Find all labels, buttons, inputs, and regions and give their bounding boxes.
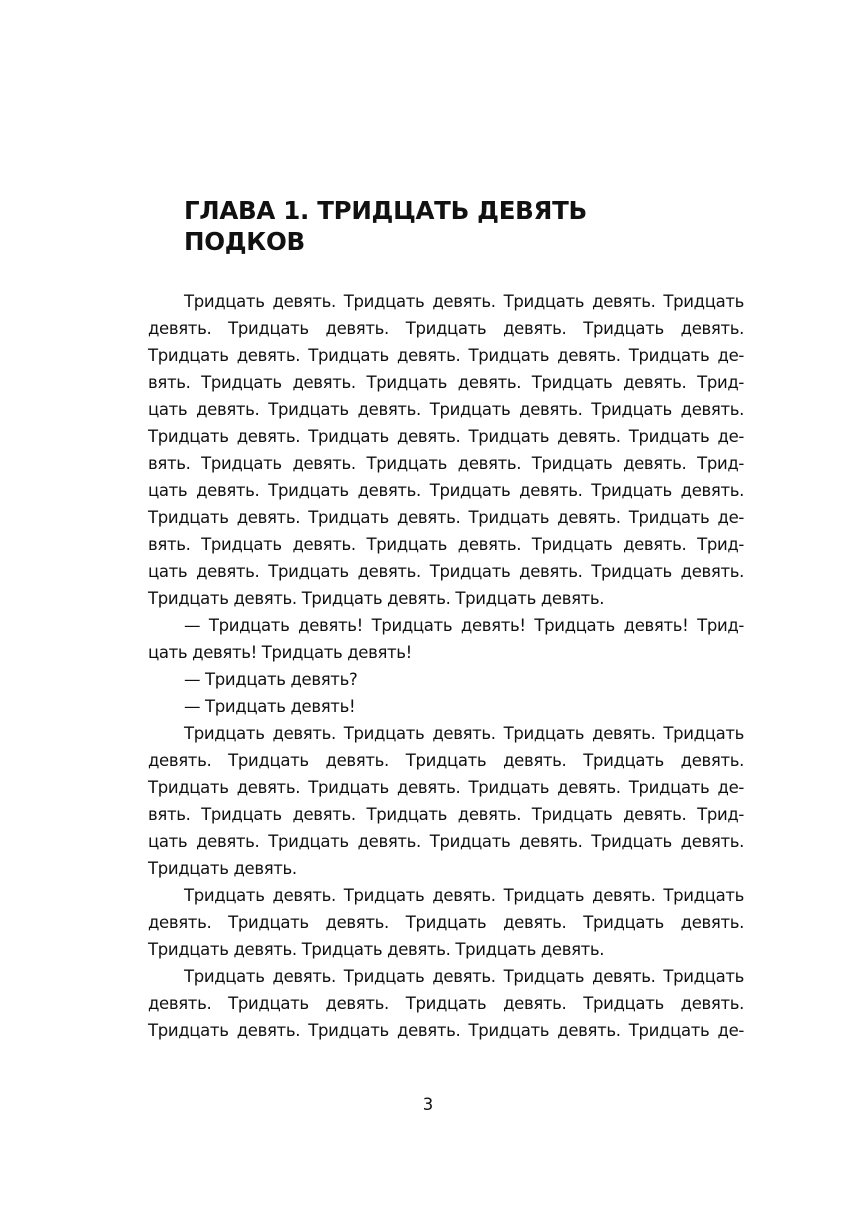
text-line: Тридцать девять. Тридцать девять. Тридцать девять. (148, 940, 605, 959)
text-line: девять. Тридцать девять. Тридцать девять. Тридцать девять. (148, 751, 744, 770)
text-line: Тридцать девять. Тридцать девять. Тридцать девять. Тридцать де- (148, 508, 744, 527)
chapter-title-line-1: ГЛАВА 1. ТРИДЦАТЬ ДЕВЯТЬ (184, 196, 587, 225)
page-number: 3 (422, 1095, 434, 1114)
text-line: девять. Тридцать девять. Тридцать девять. Тридцать девять. (148, 994, 744, 1013)
dialogue-line: — Тридцать девять! (184, 697, 356, 716)
text-line: девять. Тридцать девять. Тридцать девять. Тридцать девять. (148, 913, 744, 932)
dialogue-line: — Тридцать девять? (184, 670, 358, 689)
text-line: девять. Тридцать девять. Тридцать девять. Тридцать девять. (148, 319, 744, 338)
text-line: Тридцать девять. Тридцать девять. Тридцать девять. Тридцать (184, 724, 744, 743)
text-line: Тридцать девять. Тридцать девять. Тридцать девять. Тридцать де- (148, 778, 744, 797)
text-line: цать девять. Тридцать девять. Тридцать девять. Тридцать девять. (148, 832, 744, 851)
text-line: цать девять. Тридцать девять. Тридцать девять. Тридцать девять. (148, 481, 744, 500)
text-line: Тридцать девять. (148, 859, 297, 878)
dialogue-line: — Тридцать девять! Тридцать девять! Тридцать девять! Трид- (184, 616, 744, 635)
text-line: Тридцать девять. Тридцать девять. Тридцать девять. Тридцать (184, 886, 744, 905)
text-line: Тридцать девять. Тридцать девять. Тридцать девять. Тридцать (184, 292, 744, 311)
chapter-body (148, 288, 744, 1044)
text-line: вять. Тридцать девять. Тридцать девять. Тридцать девять. Трид- (148, 805, 744, 824)
text-line: Тридцать девять. Тридцать девять. Тридцать девять. Тридцать де- (148, 1021, 744, 1040)
text-line: вять. Тридцать девять. Тридцать девять. Тридцать девять. Трид- (148, 535, 744, 554)
text-line: Тридцать девять. Тридцать девять. Тридцать девять. Тридцать (184, 967, 744, 986)
text-line: вять. Тридцать девять. Тридцать девять. Тридцать девять. Трид- (148, 454, 744, 473)
text-line: цать девять. Тридцать девять. Тридцать девять. Тридцать девять. (148, 562, 744, 581)
text-line: Тридцать девять. Тридцать девять. Тридцать девять. Тридцать де- (148, 427, 744, 446)
dialogue-line: цать девять! Тридцать девять! (148, 643, 412, 662)
chapter-title-line-2: ПОДКОВ (184, 227, 305, 256)
text-line: вять. Тридцать девять. Тридцать девять. Тридцать девять. Трид- (148, 373, 744, 392)
text-line: Тридцать девять. Тридцать девять. Тридцать девять. Тридцать де- (148, 346, 744, 365)
chapter-title (184, 195, 744, 257)
text-line: Тридцать девять. Тридцать девять. Тридцать девять. (148, 589, 605, 608)
text-line: цать девять. Тридцать девять. Тридцать девять. Тридцать девять. (148, 400, 744, 419)
